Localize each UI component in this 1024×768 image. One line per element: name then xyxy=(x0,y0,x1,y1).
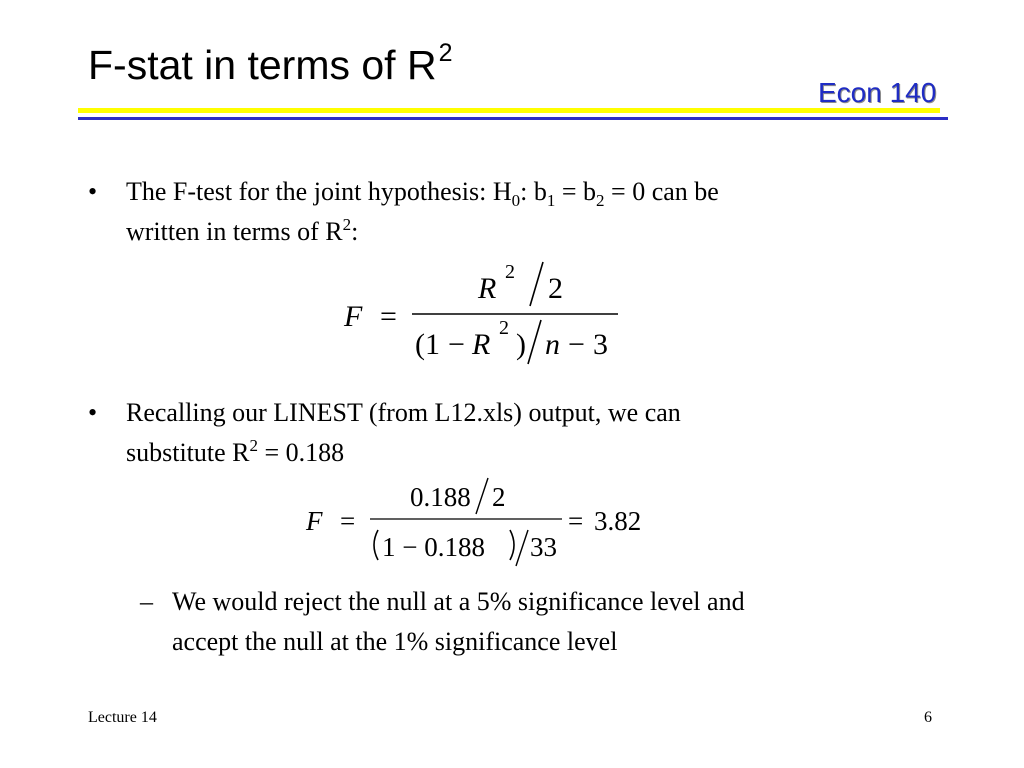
bullet-2-line-1: Recalling our LINEST (from L12.xls) output, we can xyxy=(126,398,681,427)
eq1-den-r: R xyxy=(472,328,491,361)
footer-page-number: 6 xyxy=(924,709,932,726)
sub-bullet-line-2: accept the null at the 1% significance level xyxy=(172,627,618,656)
eq1-den-slash xyxy=(528,320,541,364)
eq2-result: 3.82 xyxy=(594,506,642,536)
sub-bullet-text xyxy=(172,582,992,662)
sub-bullet xyxy=(140,582,1000,662)
bullet-1 xyxy=(88,172,988,252)
eq1-lhs: F xyxy=(344,300,363,333)
eq2-den-inner: 1 − 0.188 xyxy=(382,532,485,562)
bullet-2-text xyxy=(126,393,956,473)
eq1-den-n: n xyxy=(545,328,560,361)
eq2-den-div: 33 xyxy=(530,532,557,562)
eq1-den-minus2: − xyxy=(568,328,585,361)
eq2-den-paren-close xyxy=(510,530,514,560)
eq1-num-r: R xyxy=(478,272,497,305)
eq2-num-slash xyxy=(476,478,488,514)
eq1-den-minus: − xyxy=(448,328,465,361)
course-label: Econ 140 xyxy=(818,77,937,108)
eq2-lhs: F xyxy=(306,506,323,536)
eq1-den-open: (1 xyxy=(415,328,440,361)
eq1-den-sup: 2 xyxy=(499,317,509,339)
sub-bullet-line-1: We would reject the null at a 5% significance level and xyxy=(172,587,745,616)
eq1-num-den: 2 xyxy=(548,272,563,305)
eq1-equals: = xyxy=(380,300,397,333)
bullet-1-line-2: written in terms of $R^2$: xyxy=(126,215,359,246)
sub-bullet-marker: – xyxy=(140,587,153,616)
bullet-2 xyxy=(88,393,988,473)
equation-1 xyxy=(330,250,650,380)
eq2-numerator: 0.188 xyxy=(410,482,471,512)
eq1-num-sup: 2 xyxy=(505,261,515,283)
footer-lecture: Lecture 14 xyxy=(88,709,157,726)
slide-title xyxy=(88,40,452,96)
eq2-den-slash xyxy=(516,530,528,566)
title-rule-yellow xyxy=(78,108,940,113)
eq2-num-div: 2 xyxy=(492,482,506,512)
eq1-den-3: 3 xyxy=(593,328,608,361)
slide-title-superscript: 2 xyxy=(438,39,453,67)
eq2-equals: = xyxy=(340,506,356,536)
eq2-den-paren-open xyxy=(374,530,378,560)
equation-2 xyxy=(290,474,680,574)
bullet-1-line-1: The F-test for the joint hypothesis: $H_0$: $b_1 = b_2 = 0$ can be xyxy=(126,177,719,210)
eq2-equals2: = xyxy=(568,506,584,536)
bullet-2-marker: • xyxy=(88,398,98,427)
title-rule-blue xyxy=(78,117,948,120)
bullet-2-line-2: substitute $R^2 = 0.188$ xyxy=(126,436,345,467)
eq1-den-close: ) xyxy=(516,328,526,361)
slide-title-text: F-stat in terms of R xyxy=(88,42,437,88)
bullet-1-text xyxy=(126,172,956,252)
eq1-num-slash xyxy=(530,262,543,306)
bullet-1-marker: • xyxy=(88,177,98,206)
